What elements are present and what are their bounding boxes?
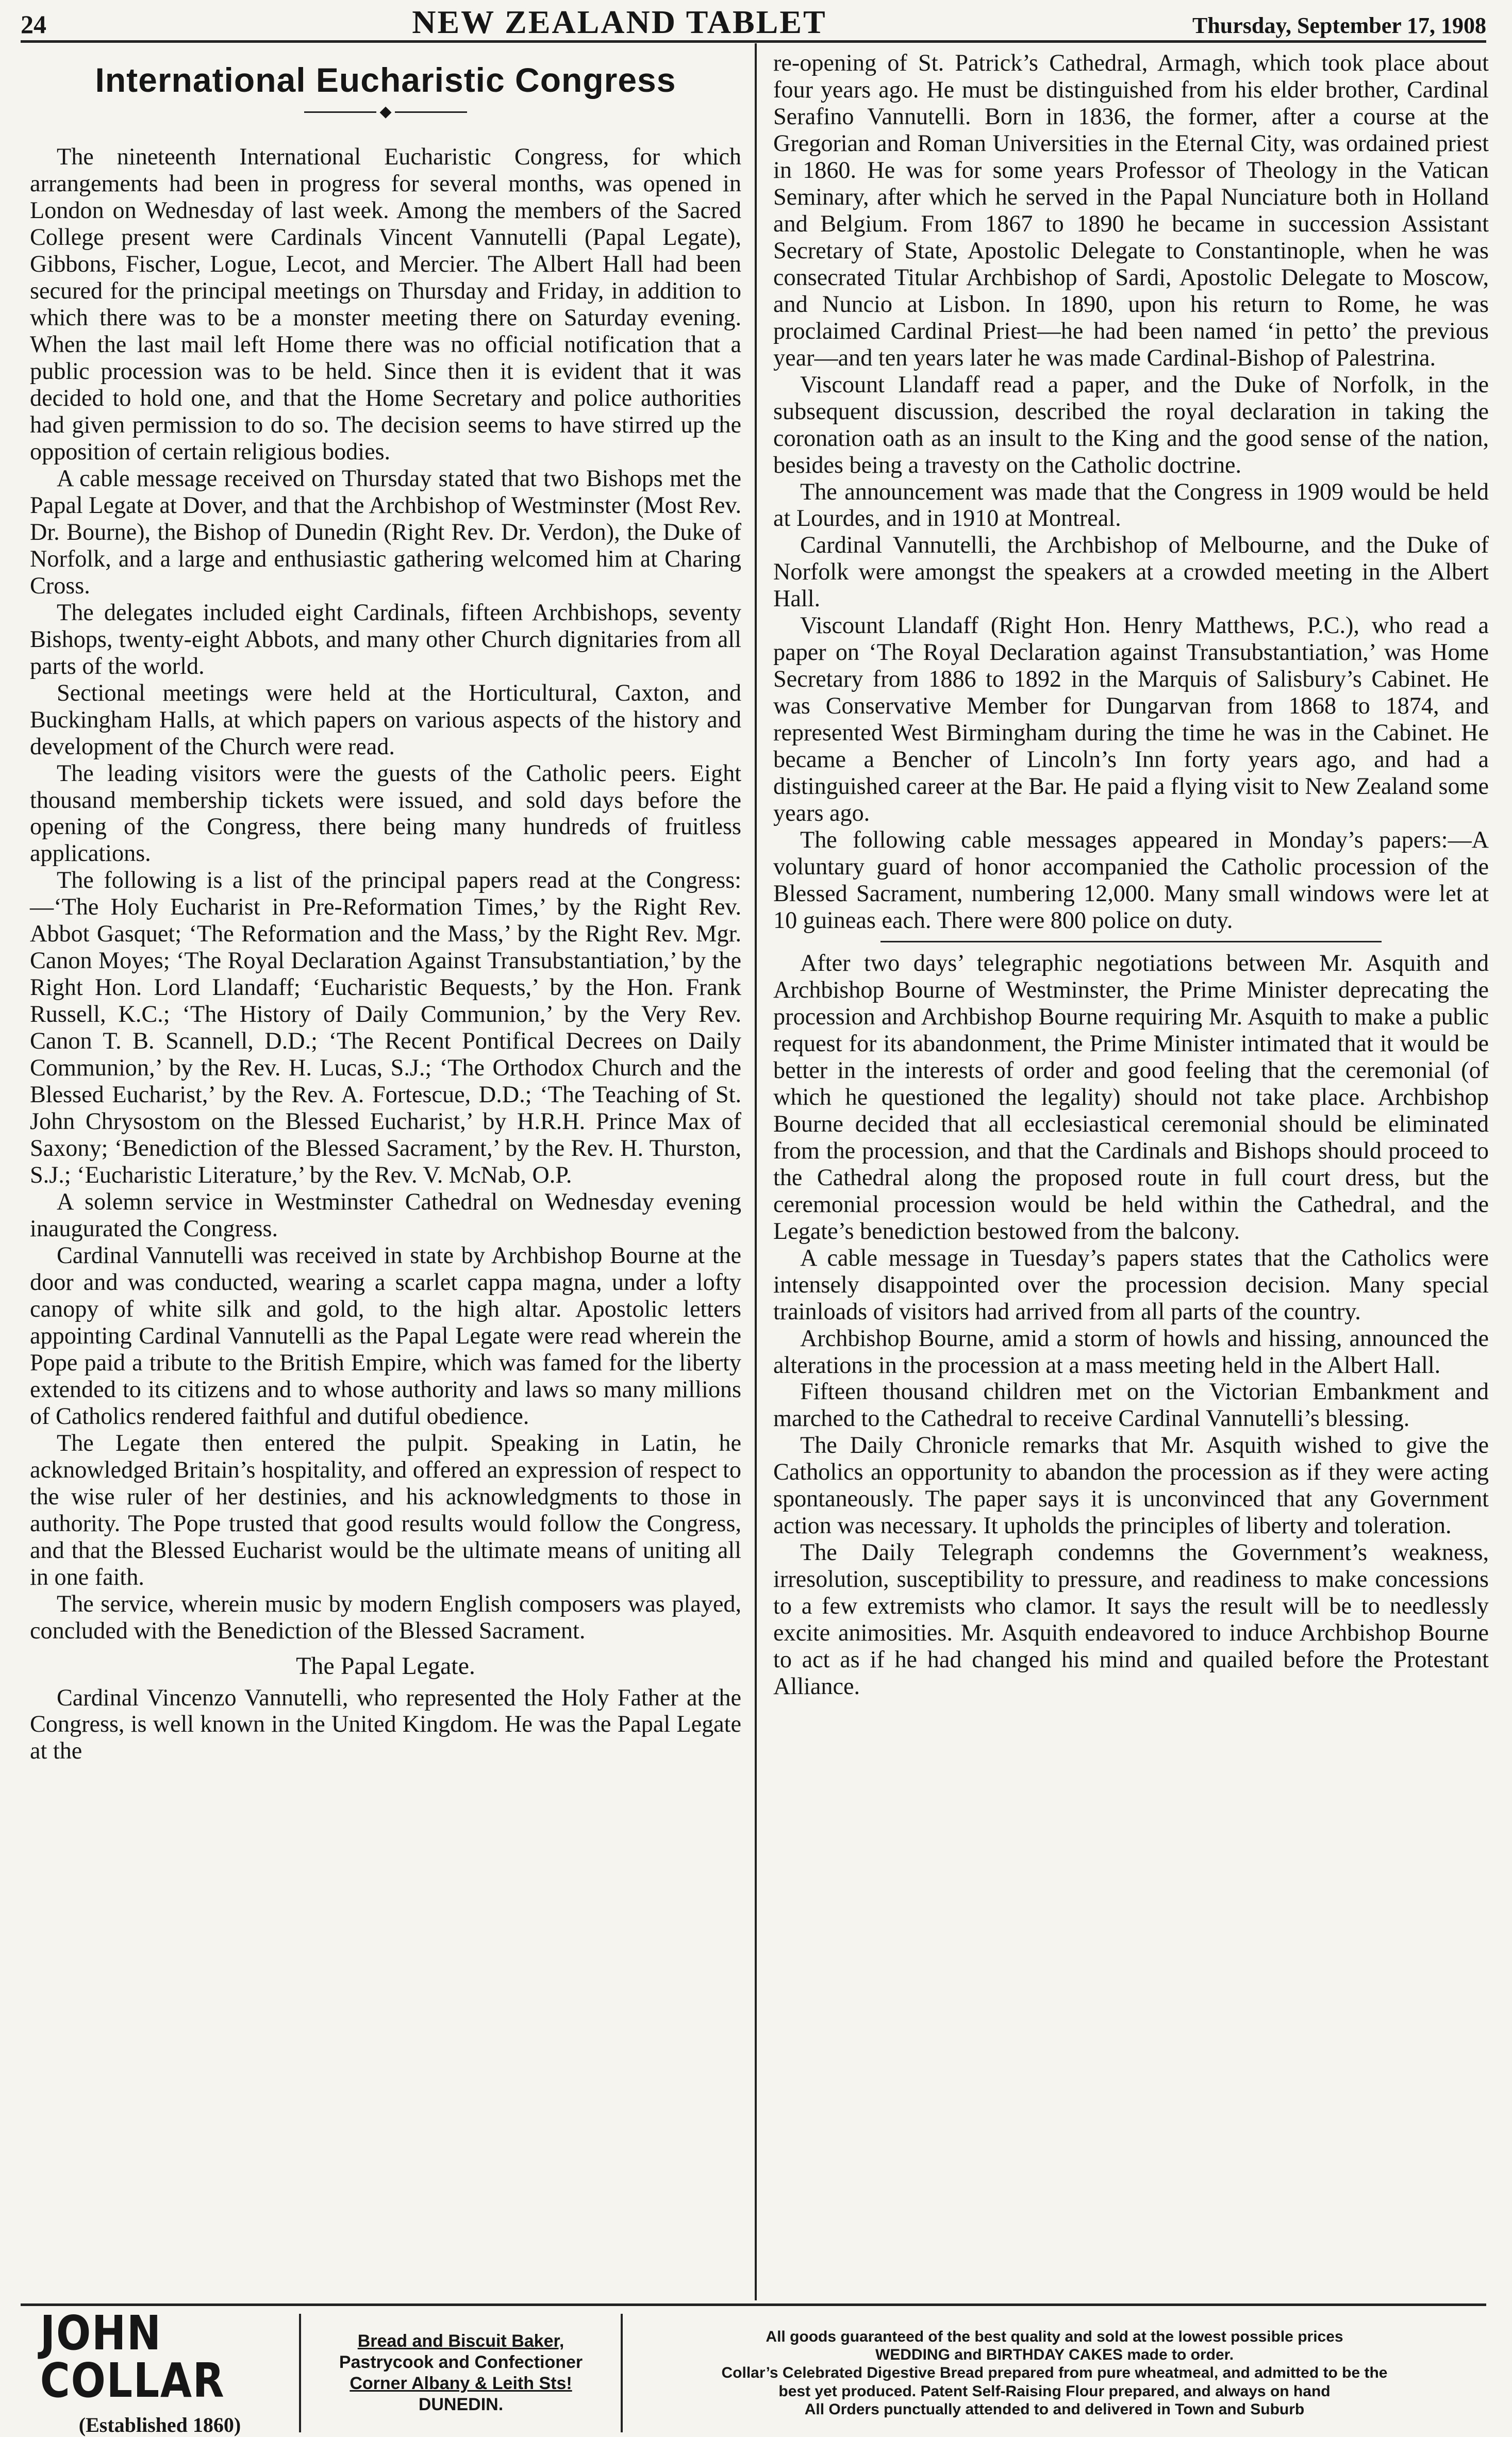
paragraph: The service, wherein music by modern English composers was played, concluded with the Benediction of the Blessed Sacrament. <box>30 1590 741 1644</box>
page-header <box>21 3 1486 40</box>
ad-info-line: Collar’s Celebrated Digestive Bread prepared from pure wheatmeal, and admitted to be the <box>721 2364 1388 2382</box>
column-rule <box>755 43 757 2300</box>
paragraph: Cardinal Vannutelli was received in state by Archbishop Bourne at the door and was conducted, wearing a scarlet cappa magna, under a lofty canopy of white silk and gold, to the high altar. Apostolic letters appointing Cardinal Vannutelli as the Papal Legate were read wherein the Pope paid a tribute to the British Empire, which was famed for the liberty extended to its citizens and to whose authority and laws so many millions of Catholics rendered faithful and dutiful obedience. <box>30 1241 741 1429</box>
subheading: The Papal Legate. <box>296 1652 475 1680</box>
paragraph: The Daily Chronicle remarks that Mr. Asquith wished to give the Catholics an opportunity to abandon the procession as if they were acting spontaneously. The paper says it is unconvinced that any Government action was necessary. It upholds the principles of liberty and toleration. <box>773 1432 1489 1539</box>
section-divider <box>880 941 1382 942</box>
ad-trade <box>301 2314 623 2432</box>
footer-rule <box>21 2303 1486 2306</box>
page-number: 24 <box>21 10 46 39</box>
paragraph: A cable message received on Thursday stated that two Bishops met the Papal Legate at Dover, and that the Archbishop of Westminster (Most Rev. Dr. Bourne), the Bishop of Dunedin (Right Rev. Dr. Verdon), the Duke of Norfolk, and a large and enthusiastic gathering welcomed him at Charing Cross. <box>30 465 741 599</box>
ad-info-line: best yet produced. Patent Self-Raising Flour prepared, and always on hand <box>778 2382 1331 2400</box>
ad-established: (Established 1860) <box>78 2413 241 2436</box>
paragraph: The Legate then entered the pulpit. Speaking in Latin, he acknowledged Britain’s hospitality, and offered an expression of respect to the wise ruler of her destinies, and his acknowledgments to those in authority. The Pope trusted that good results would follow the Congress, and that the Blessed Eucharist would be the ultimate means of uniting all in one faith. <box>30 1429 741 1590</box>
paragraph: Cardinal Vannutelli, the Archbishop of Melbourne, and the Duke of Norfolk were amongst the speakers at a crowded meeting in the Albert Hall. <box>773 532 1489 612</box>
paragraph: The announcement was made that the Congress in 1909 would be held at Lourdes, and in 1910 at Montreal. <box>773 478 1489 532</box>
paragraph: The Daily Telegraph condemns the Government’s weakness, irresolution, susceptibility to pressure, and readiness to make concessions to a few extremists who clamor. It says the result will be to needlessly excite animosities. Mr. Asquith endeavored to induce Archbishop Bourne to act as if he had changed his mind and quailed before the Protestant Alliance. <box>773 1539 1489 1700</box>
paragraph: The following is a list of the principal papers read at the Congress:—‘The Holy Eucharist in Pre-Reformation Times,’ by the Right Rev. Abbot Gasquet; ‘The Reformation and the Mass,’ by the Right Rev. Mgr. Canon Moyes; ‘The Royal Declaration Against Transubstantiation,’ by the Right Hon. Lord Llandaff; ‘Eucharistic Bequests,’ by the Hon. Frank Russell, K.C.; ‘The History of Daily Communion,’ by the Very Rev. Canon T. B. Scannell, D.D.; ‘The Recent Pontifical Decrees on Daily Communion,’ by the Rev. H. Lucas, S.J.; ‘The Orthodox Church and the Blessed Eucharist,’ by the Rev. A. Fortescue, D.D.; ‘The Teaching of St. John Chrysostom on the Blessed Eucharist,’ by H.R.H. Prince Max of Saxony; ‘Benediction of the Blessed Sacrament,’ by the Rev. H. Thurston, S.J.; ‘Eucharistic Literature,’ by the Rev. V. McNab, O.P. <box>30 867 741 1188</box>
ad-info-line: All Orders punctually attended to and delivered in Town and Suburb <box>804 2401 1305 2418</box>
ad-info <box>623 2314 1486 2432</box>
paragraph: Viscount Llandaff read a paper, and the Duke of Norfolk, in the subsequent discussion, described the royal declaration in taking the coronation oath as an insult to the King and the good sense of the nation, besides being a travesty on the Catholic doctrine. <box>773 371 1489 478</box>
paragraph: Viscount Llandaff (Right Hon. Henry Matthews, P.C.), who read a paper on ‘The Royal Declaration against Transubstantiation,’ was Home Secretary from 1886 to 1892 in the Marquis of Salisbury’s Cabinet. He was Conservative Member for Dungarvan from 1868 to 1874, and represented West Birmingham during the time he was in the Cabinet. He became a Bencher of Lincoln’s Inn forty years ago, and had a distinguished career at the Bar. He paid a flying visit to New Zealand some years ago. <box>773 612 1489 826</box>
issue-date: Thursday, September 17, 1908 <box>1192 13 1486 38</box>
paragraph: Sectional meetings were held at the Horticultural, Caxton, and Buckingham Halls, at which papers on various aspects of the history and development of the Church were read. <box>30 679 741 759</box>
paragraph: A cable message in Tuesday’s papers states that the Catholics were intensely disappointed over the procession decision. Many special trainloads of visitors had arrived from all parts of the country. <box>773 1244 1489 1324</box>
paragraph: re-opening of St. Patrick’s Cathedral, Armagh, which took place about four years ago. He must be distinguished from his elder brother, Cardinal Serafino Vannutelli. Born in 1836, the former, after a course at the Gregorian and Roman Universities in the Eternal City, was ordained priest in 1860. He was for some years Professor of Theology in the Vatican Seminary, after which he served in the Papal Nunciature both in Holland and Belgium. From 1867 to 1890 he became in succession Assistant Secretary of State, Apostolic Delegate to Constantinople, when he was consecrated Titular Archbishop of Sardi, Apostolic Delegate to Moscow, and Nuncio at Lisbon. In 1890, upon his return to Rome, he was proclaimed Cardinal Priest—he had been named ‘in petto’ the previous year—and ten years later he was made Cardinal-Bishop of Palestrina. <box>773 49 1489 371</box>
ad-business-name: JOHN COLLAR <box>40 2305 225 2408</box>
ad-trade-line: Bread and Biscuit Baker, <box>357 2331 564 2351</box>
paragraph: The delegates included eight Cardinals, fifteen Archbishops, seventy Bishops, twenty-eight Abbots, and many other Church dignitaries from all parts of the world. <box>30 599 741 679</box>
ad-trade-line: Pastrycook and Confectioner <box>339 2352 583 2373</box>
paragraph: The following cable messages appeared in Monday’s papers:—A voluntary guard of honor accompanied the Catholic procession of the Blessed Sacrament, numbering 12,000. Many small windows were let at 10 guineas each. There were 800 police on duty. <box>773 826 1489 933</box>
left-column <box>30 49 741 1764</box>
article-title: International Eucharistic Congress <box>95 61 676 99</box>
header-rule <box>21 40 1486 43</box>
advertisement <box>21 2305 1486 2436</box>
paragraph: Cardinal Vincenzo Vannutelli, who represented the Holy Father at the Congress, is well known in the United Kingdom. He was the Papal Legate at the <box>30 1684 741 1764</box>
ad-brand <box>21 2305 301 2436</box>
ad-info-line: All goods guaranteed of the best quality and sold at the lowest possible prices <box>766 2328 1343 2345</box>
title-ornament <box>30 104 741 120</box>
diamond-icon: ◆ <box>379 103 392 121</box>
paragraph: Archbishop Bourne, amid a storm of howls and hissing, announced the alterations in the procession at a mass meeting held in the Albert Hall. <box>773 1324 1489 1378</box>
paragraph: The nineteenth International Eucharistic Congress, for which arrangements had been in progress for several months, was opened in London on Wednesday of last week. Among the members of the Sacred College present were Cardinals Vincent Vannutelli (Papal Legate), Gibbons, Fischer, Logue, Lecot, and Mercier. The Albert Hall had been secured for the principal meetings on Thursday and Friday, in addition to which there was to be a monster meeting there on Saturday evening. When the last mail left Home there was no official notification that a public procession was to be held. Since then it is evident that it was decided to hold one, and that the Home Secretary and police authorities had given permission to do so. The decision seems to have stirred up the opposition of certain religious bodies. <box>30 143 741 465</box>
ad-address-line: Corner Albany & Leith Sts! <box>350 2374 572 2393</box>
ad-info-line: WEDDING and BIRTHDAY CAKES made to order. <box>875 2346 1234 2363</box>
paragraph: After two days’ telegraphic negotiations between Mr. Asquith and Archbishop Bourne of Westminster, the Prime Minister deprecating the procession and Archbishop Bourne requiring Mr. Asquith to make a public request for its abandonment, the Prime Minister intimated that it would be better in the interests of order and good feeling that the ceremonial (of which he questioned the legality) should not take place. Archbishop Bourne decided that all ecclesiastical ceremonial should be eliminated from the procession, and that the Cardinals and Bishops should proceed to the Cathedral along the proposed route in full court dress, but the ceremonial procession would be held within the Cathedral, and the Legate’s benediction bestowed from the balcony. <box>773 949 1489 1244</box>
ad-address-line: DUNEDIN. <box>418 2394 504 2414</box>
right-column <box>773 49 1489 1700</box>
masthead: NEW ZEALAND TABLET <box>412 4 827 40</box>
paragraph: Fifteen thousand children met on the Victorian Embankment and marched to the Cathedral to receive Cardinal Vannutelli’s blessing. <box>773 1378 1489 1432</box>
paragraph: The leading visitors were the guests of the Catholic peers. Eight thousand membership tickets were issued, and sold days before the opening of the Congress, there being many hundreds of fruitless applications. <box>30 759 741 867</box>
paragraph: A solemn service in Westminster Cathedral on Wednesday evening inaugurated the Congress. <box>30 1188 741 1241</box>
